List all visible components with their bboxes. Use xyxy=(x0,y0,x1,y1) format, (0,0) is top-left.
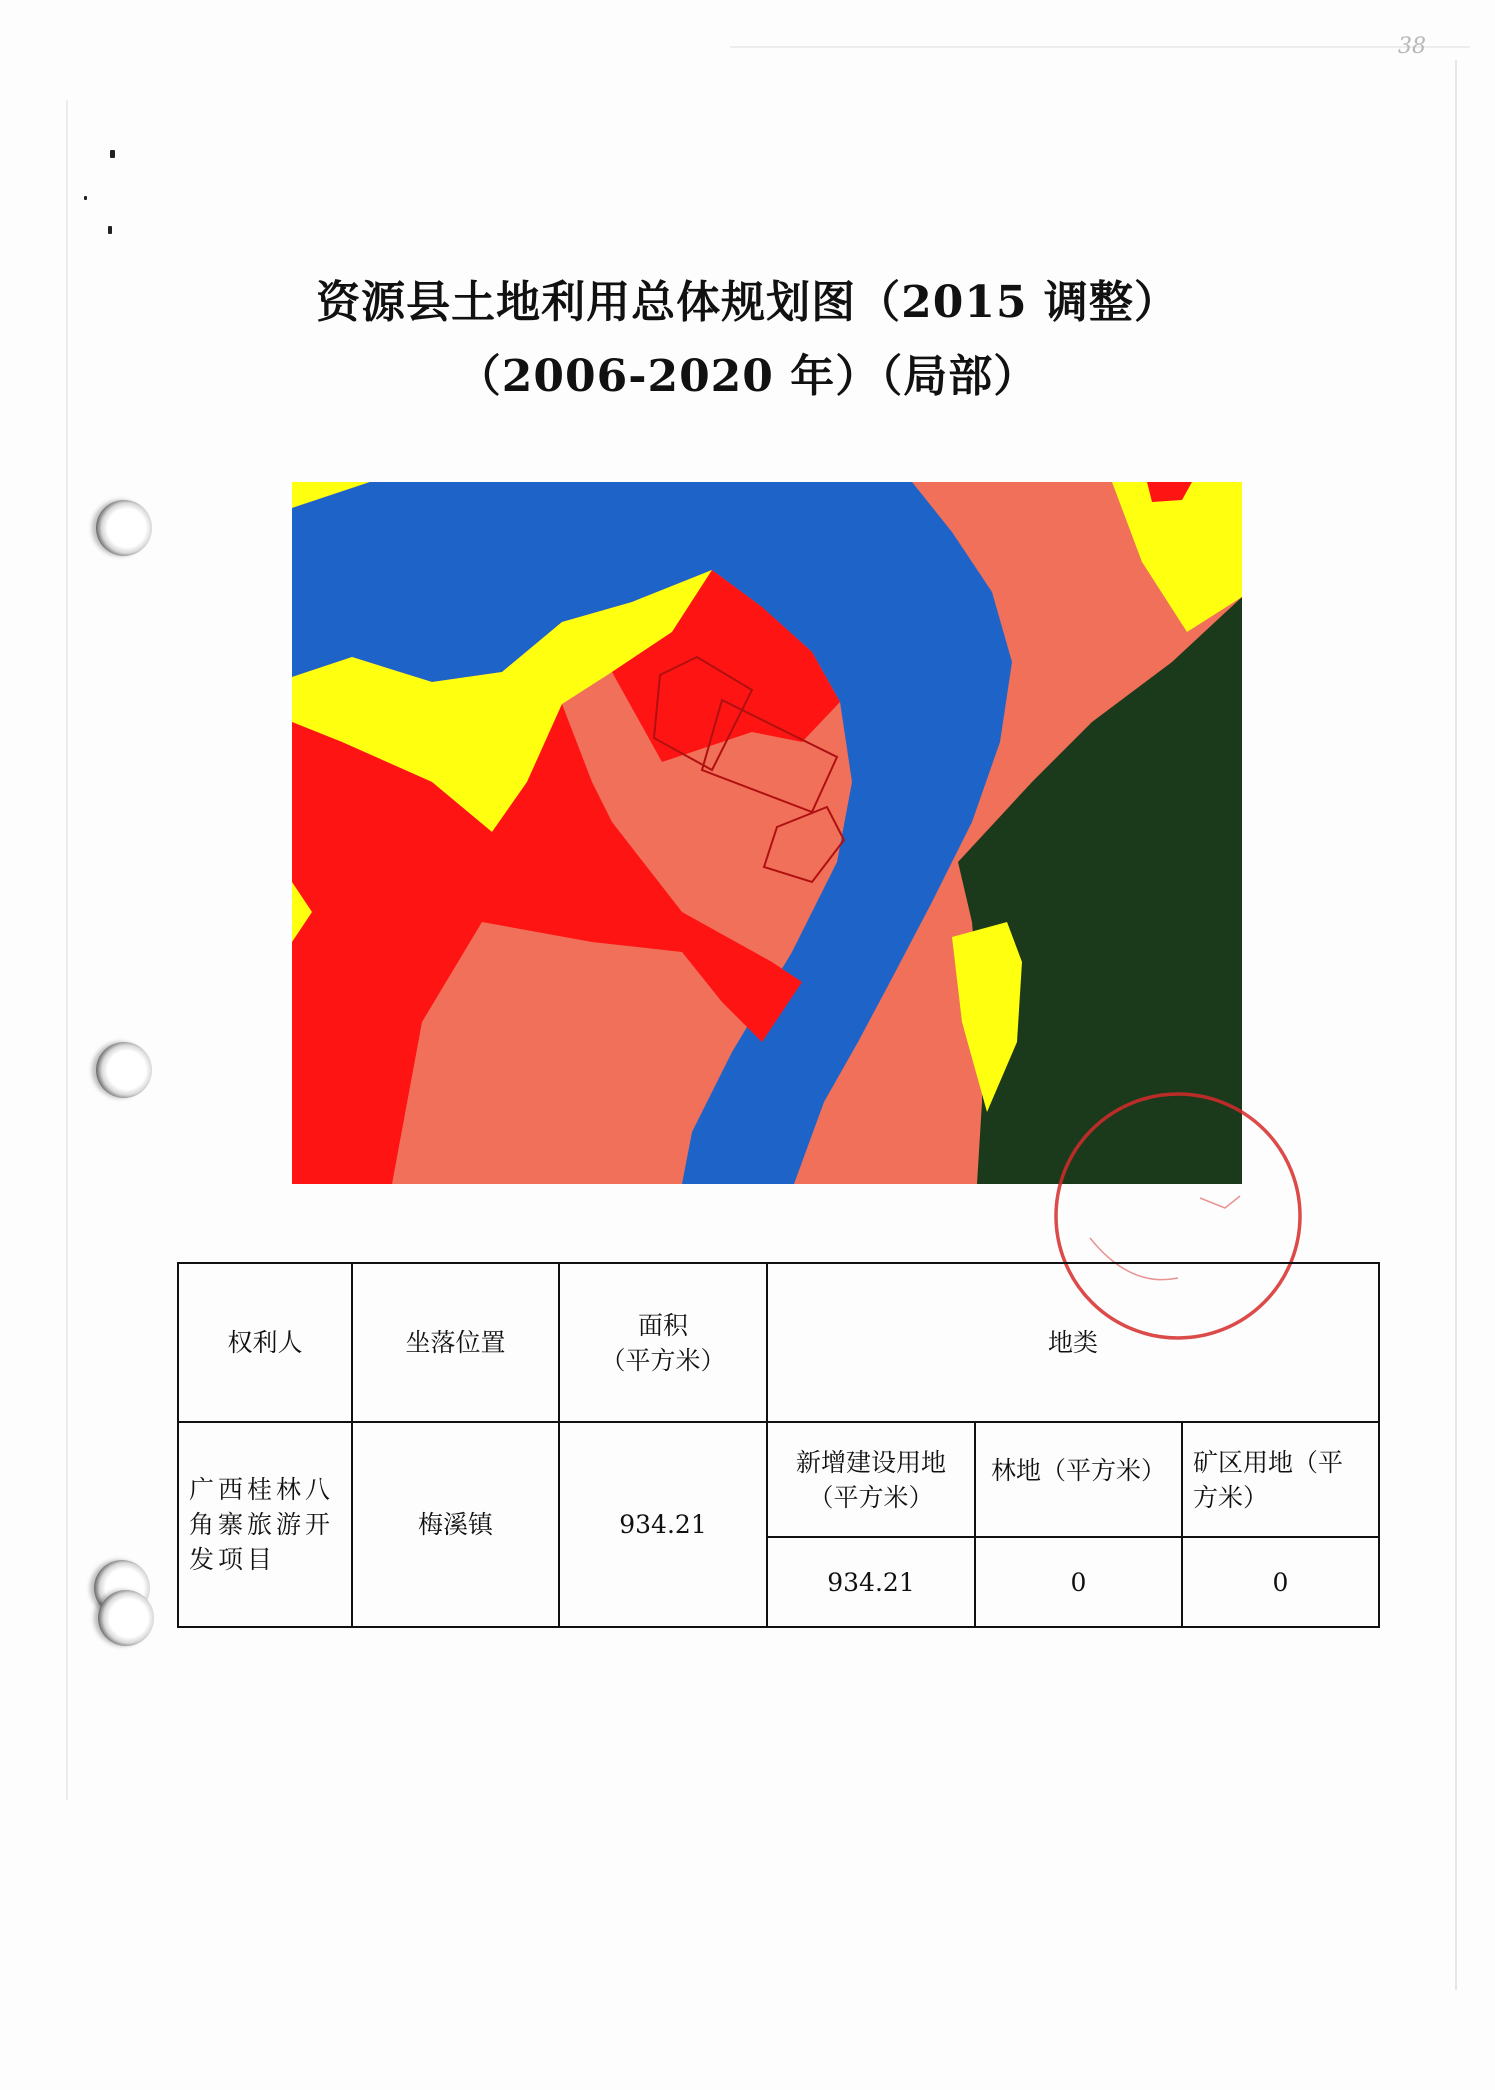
table-row xyxy=(178,1422,1379,1537)
subheader-mining-label: 矿区用地（平 xyxy=(1193,1447,1344,1477)
subheader-new-construction-label: 新增建设用地 xyxy=(795,1447,946,1477)
subheader-new-construction xyxy=(767,1422,975,1537)
punch-hole xyxy=(96,500,152,556)
page-number: 38 xyxy=(1398,34,1426,59)
document-subtitle: （2006-2020 年）（局部） xyxy=(456,351,1039,402)
subheader-mining xyxy=(1182,1422,1379,1537)
scan-speck xyxy=(110,150,115,158)
cell-area: 934.21 xyxy=(559,1422,767,1627)
table-header-row xyxy=(178,1263,1379,1422)
header-land-type: 地类 xyxy=(767,1263,1379,1422)
cell-new-construction: 934.21 xyxy=(767,1537,975,1627)
subheader-forest-land: 林地（平方米） xyxy=(975,1422,1182,1537)
header-area-label: 面积 xyxy=(637,1310,688,1340)
document-title: 资源县土地利用总体规划图（2015 调整） xyxy=(316,277,1179,328)
cell-owner xyxy=(178,1422,352,1627)
land-use-map xyxy=(292,482,1242,1184)
cell-forest-land: 0 xyxy=(975,1537,1182,1627)
owner-line: 广西桂林八 xyxy=(189,1475,335,1504)
scan-speck xyxy=(108,226,112,234)
scan-edge-top xyxy=(730,46,1470,48)
header-owner: 权利人 xyxy=(178,1263,352,1422)
subheader-new-construction-unit: （平方米） xyxy=(808,1482,934,1512)
subheader-mining-unit: 方米） xyxy=(1193,1482,1269,1512)
header-area xyxy=(559,1263,767,1422)
scan-speck xyxy=(84,196,87,200)
owner-line: 发项目 xyxy=(189,1545,277,1574)
seal-inner-mark xyxy=(1200,1196,1240,1208)
punch-hole xyxy=(96,1042,152,1098)
cell-location: 梅溪镇 xyxy=(352,1422,559,1627)
header-location: 坐落位置 xyxy=(352,1263,559,1422)
punch-hole xyxy=(98,1590,154,1646)
header-area-unit: （平方米） xyxy=(600,1345,726,1375)
land-info-table xyxy=(177,1262,1380,1628)
owner-line: 角寨旅游开 xyxy=(189,1510,335,1539)
cell-mining: 0 xyxy=(1182,1537,1379,1627)
